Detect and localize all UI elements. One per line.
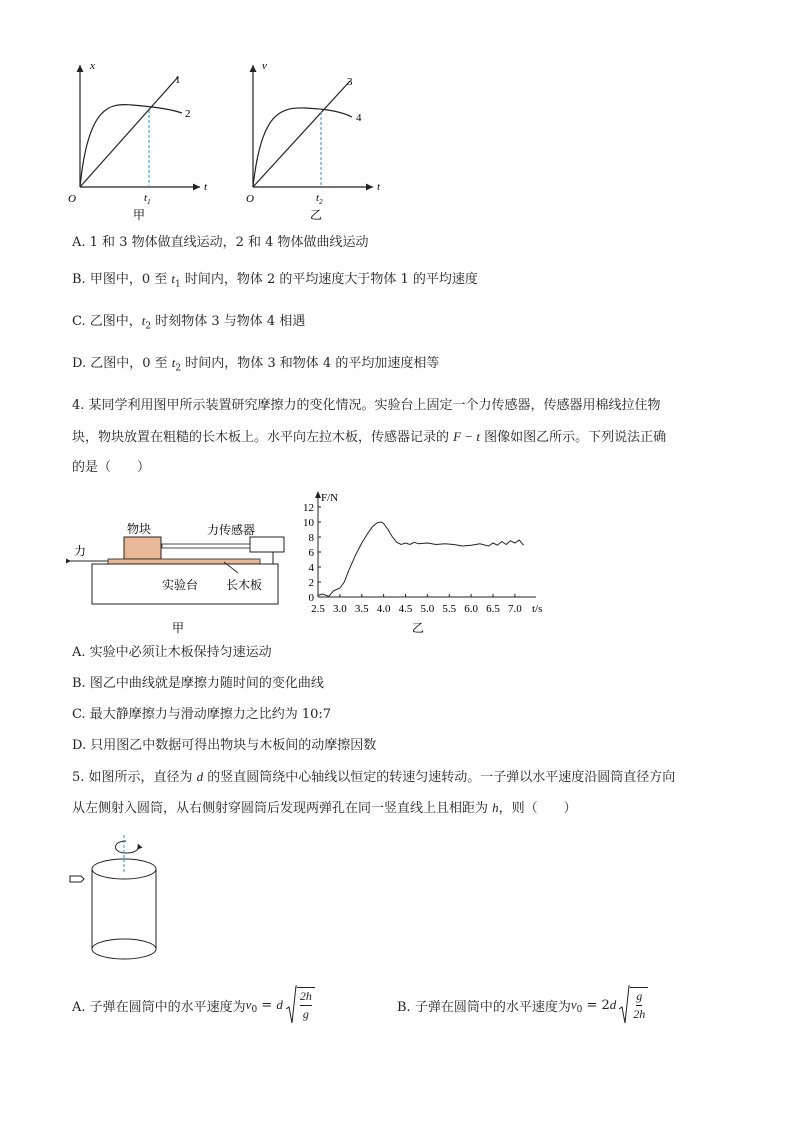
q5-option-a: A. 子弹在圆筒中的水平速度为 v $_0$ = d 2h g [72,983,315,1027]
vt-curve-3-label: 3 [347,76,353,88]
x-tick-label: 5.0 [420,603,435,615]
xt-origin: O [68,193,76,205]
x-tick-label: 4.5 [398,603,413,615]
x-tick-label: 2.5 [311,603,325,615]
chart-caption-yi: 乙 [412,621,425,635]
y-tick-label: 12 [303,502,314,514]
xt-curve-2-label: 2 [185,108,191,120]
y-tick-label: 0 [308,592,314,604]
sqrt-a: 2h g [285,985,315,1025]
label-sensor: 力传感器 [207,523,256,537]
q4-stem-line-3: 的是（ ） [72,460,151,475]
vt-x-label: t [377,181,381,193]
x-tick-label: 6.5 [486,603,500,615]
label-force: 力 [74,544,87,558]
xt-x-label: t [204,181,208,193]
x-tick-label: 7.0 [508,603,522,615]
label-board: 长木板 [226,578,263,592]
q4-option-b: B. 图乙中曲线就是摩擦力随时间的变化曲线 [72,676,324,691]
q5-stem-line-2: 从左侧射入圆筒，从右侧射穿圆筒后发现两弹孔在同一竖直线上且相距为 h，则（ ） [72,800,577,816]
block [124,537,161,559]
xt-curve-2 [80,105,182,187]
xt-caption: 甲 [133,208,146,222]
q5-option-b: B. 子弹在圆筒中的水平速度为 v $_0$ = 2 d g 2h [397,983,648,1027]
y-tick-label: 10 [303,517,314,529]
caption-jia: 甲 [172,621,185,635]
x-tick-label: 3.5 [354,603,369,615]
q3-option-b: B. 甲图中，0 至 $t_1$ 时间内，物体 2 的平均速度大于物体 1 的平均速度 [72,271,478,290]
bullet-icon [70,876,84,882]
xt-tick-t1: $t_1$ [144,192,151,206]
q4-option-c: C. 最大静摩擦力与滑动摩擦力之比约为 10:7 [72,707,332,722]
x-tick-label: 3.0 [333,603,347,615]
vt-caption: 乙 [310,208,323,222]
label-block: 物块 [127,522,152,536]
q3-option-d: D. 乙图中，0 至 $t_2$ 时间内，物体 3 和物体 4 的平均加速度相等 [72,355,440,374]
y-tick-label: 2 [308,577,314,589]
q4-option-d: D. 只用图乙中数据可得出物块与木板间的动摩擦因数 [72,738,377,753]
xt-line-1 [80,77,178,187]
x-tick-label: 5.5 [442,603,457,615]
xt-graph [68,60,208,222]
sqrt-b: g 2h [618,985,648,1025]
vt-y-label: v [262,60,267,72]
q5-stem-line-1: 5. 如图所示，直径为 d 的竖直圆筒绕中心轴线以恒定的转速匀速转动。一子弹以水平速度沿圆筒直径方向 [72,769,676,785]
long-board [108,559,260,564]
force-curve [318,522,524,596]
q3-figure [60,55,400,225]
thread [162,544,250,548]
vt-line-3 [253,81,350,187]
q4-ft-chart [296,488,556,640]
vt-tick-t2: $t_2$ [316,192,323,206]
vt-curve-4 [253,108,352,187]
q3-option-a: A. 1 和 3 物体做直线运动，2 和 4 物体做曲线运动 [72,235,369,250]
x-axis-label: t/s [532,603,543,615]
x-tick-label: 4.0 [376,603,391,615]
y-tick-label: 8 [308,532,314,544]
y-tick-label: 4 [308,562,314,574]
y-tick-label: 6 [308,547,314,559]
xt-y-label: x [90,60,95,72]
q4-option-a: A. 实验中必须让木板保持匀速运动 [72,645,272,660]
rotation-arrow [116,841,139,853]
cylinder-bottom [92,939,156,959]
q4-stem-line-2: 块，物块放置在粗糙的长木板上。水平向左拉木板，传感器记录的 F − t 图像如图乙所示。下列说法正确 [72,429,667,445]
vt-curve-4-label: 4 [356,112,362,124]
vt-origin: O [246,193,254,205]
q4-apparatus-figure [66,510,296,640]
y-axis-label: F/N [321,492,339,504]
x-tick-label: 6.0 [464,603,478,615]
q3-option-c: C. 乙图中，$t_2$ 时刻物体 3 与物体 4 相遇 [72,313,306,332]
xt-curve-1-label: 1 [175,74,181,86]
q4-stem-line-1: 4. 某同学利用图甲所示装置研究摩擦力的变化情况。实验台上固定一个力传感器，传感器用棉线拉住物 [72,398,661,413]
label-table: 实验台 [162,578,199,592]
q5-cylinder-figure [66,833,186,973]
sensor-box [250,537,284,552]
vt-graph [246,60,381,222]
